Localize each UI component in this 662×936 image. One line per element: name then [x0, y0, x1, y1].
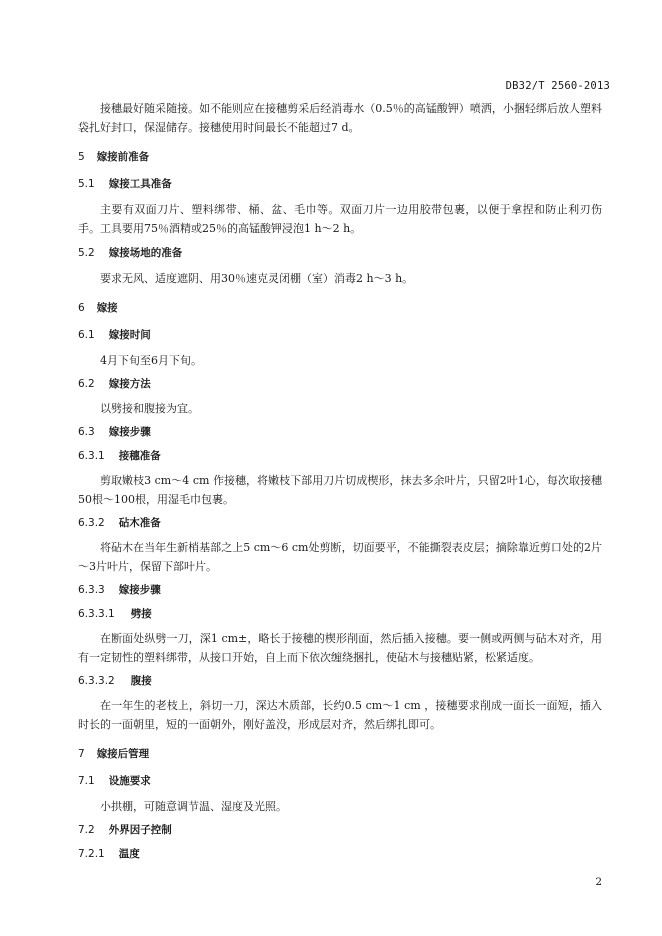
section-6-3-1-heading [78, 447, 602, 466]
section-6-3-heading [78, 423, 602, 442]
section-number: 6.3.2 [78, 517, 105, 529]
section-title: 外界因子控制 [108, 824, 172, 836]
section-7-heading [78, 745, 602, 764]
document-code: DB32/T 2560-2013 [505, 80, 610, 92]
section-6-3-2-heading [78, 514, 602, 533]
section-title: 嫁接方法 [108, 378, 151, 390]
section-6-1-heading [78, 326, 602, 345]
section-title: 嫁接 [96, 302, 118, 314]
paragraph-6-3-3-2: 在一年生的老枝上，斜切一刀，深达木质部，长约0.5 cm～1 cm ，接穗要求削成一面长一面短，插入时长的一面朝里，短的一面朝外，刚好盖没，形成层对齐，然后绑扎即可。 [78, 699, 602, 731]
section-number: 6 [78, 302, 85, 314]
section-number: 5.1 [78, 178, 95, 190]
section-number: 6.3 [78, 426, 95, 438]
section-7-2-heading [78, 821, 602, 840]
paragraph-5-1: 主要有双面刀片、塑料绑带、桶、盆、毛巾等。双面刀片一边用胶带包裹，以便于拿捏和防止利刃伤手。工具要用75％酒精或25％的高锰酸钾浸泡1 h～2 h。 [78, 203, 602, 235]
paragraph-intro: 接穗最好随采随接。如不能则应在接穗剪采后经消毒水（0.5％的高锰酸钾）喷洒，小捆轻绑后放人塑料袋扎好封口，保湿储存。接穗使用时间最长不能超过7 d。 [78, 102, 602, 134]
section-7-1-heading [78, 772, 602, 791]
section-title: 腹接 [130, 675, 152, 687]
section-number: 6.3.1 [78, 450, 105, 462]
section-number: 7.2.1 [78, 848, 105, 860]
section-number: 5 [78, 151, 85, 163]
section-number: 6.3.3.2 [78, 675, 115, 687]
section-title: 设施要求 [108, 775, 151, 787]
section-6-3-3-1-heading [78, 605, 602, 624]
paragraph-6-1: 4月下旬至6月下旬。 [100, 354, 202, 367]
section-title: 嫁接后管理 [96, 748, 150, 760]
page-number: 2 [595, 876, 602, 888]
section-number: 7.1 [78, 775, 95, 787]
section-title: 嫁接时间 [108, 329, 151, 341]
section-number: 5.2 [78, 247, 95, 259]
section-title: 砧木准备 [118, 517, 161, 529]
section-number: 6.2 [78, 378, 95, 390]
section-5-1-heading [78, 175, 602, 194]
paragraph-6-3-2: 将砧木在当年生新梢基部之上5 cm～6 cm处剪断，切面要平，不能撕裂表皮层；摘除靠近剪口处的2片～3片叶片，保留下部叶片。 [78, 541, 602, 573]
section-number: 6.3.3 [78, 584, 105, 596]
paragraph-6-2: 以劈接和腹接为宜。 [100, 402, 199, 415]
paragraph-5-2: 要求无风、适度遮阴、用30％速克灵闭棚（室）消毒2 h～3 h。 [100, 272, 414, 285]
section-title: 嫁接前准备 [96, 151, 150, 163]
section-6-2-heading [78, 375, 602, 394]
section-number: 6.1 [78, 329, 95, 341]
document-body [78, 99, 602, 864]
section-title: 劈接 [130, 608, 152, 620]
section-title: 接穗准备 [118, 450, 161, 462]
section-5-2-heading [78, 244, 602, 263]
section-6-heading [78, 299, 602, 318]
paragraph-7-1: 小拱棚，可随意调节温、湿度及光照。 [100, 800, 287, 813]
section-6-3-3-2-heading [78, 672, 602, 691]
section-7-2-1-heading [78, 845, 602, 864]
paragraph-6-3-1: 剪取嫩枝3 cm～4 cm 作接穗，将嫩枝下部用刀片切成楔形，抹去多余叶片，只留2叶1心，每次取接穗50根～100根，用湿毛巾包裹。 [78, 474, 602, 506]
section-number: 6.3.3.1 [78, 608, 115, 620]
section-title: 嫁接工具准备 [108, 178, 172, 190]
section-title: 嫁接场地的准备 [108, 247, 183, 259]
section-title: 嫁接步骤 [108, 426, 151, 438]
section-number: 7.2 [78, 824, 95, 836]
section-title: 嫁接步骤 [118, 584, 161, 596]
section-5-heading [78, 148, 602, 167]
paragraph-6-3-3-1: 在断面处纵劈一刀，深1 cm±，略长于接穗的楔形削面，然后插入接穗。要一侧或两侧与砧木对齐，用有一定韧性的塑料绑带，从接口开始，自上而下依次缠绕捆扎，使砧木与接穗贴紧，松紧适度。 [78, 632, 602, 664]
section-title: 温度 [118, 848, 140, 860]
section-6-3-3-heading [78, 581, 602, 600]
section-number: 7 [78, 748, 85, 760]
